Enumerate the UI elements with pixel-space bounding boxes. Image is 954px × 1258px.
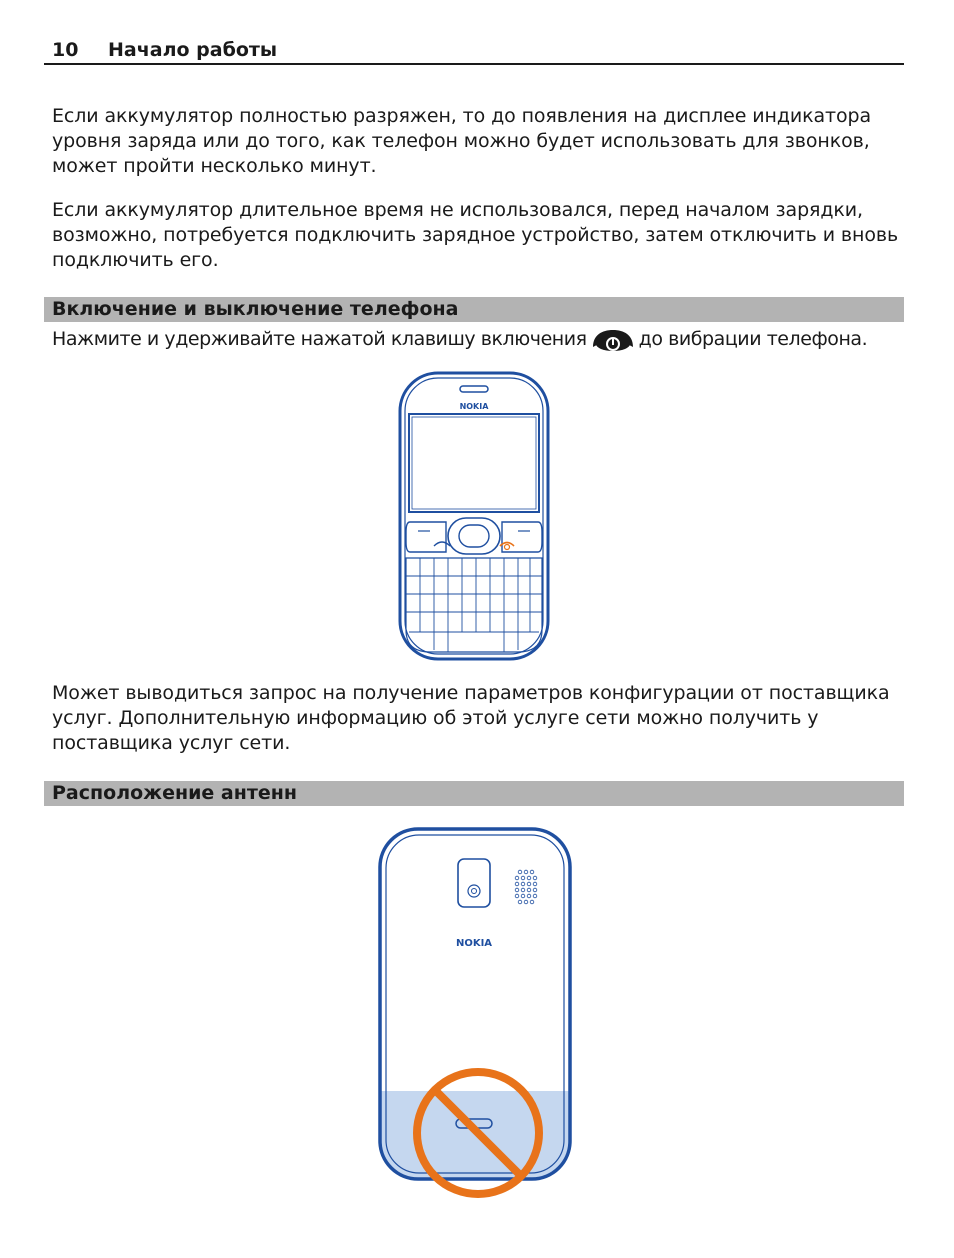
antenna-section-heading-bar <box>44 781 904 806</box>
page-number: 10 <box>52 39 79 61</box>
battery-unused-paragraph: Если аккумулятор длительное время не использовался, перед началом зарядки, возможно, потребуется подключить зарядное устройство, затем отключить и вновь подключить его. <box>52 199 899 271</box>
instruction-text-before: Нажмите и удерживайте нажатой клавишу включения <box>52 328 587 350</box>
power-section-heading: Включение и выключение телефона <box>52 298 459 320</box>
power-instruction <box>52 327 922 358</box>
phone-front-illustration <box>396 370 552 662</box>
front-brand-logo: NOKIA <box>459 402 489 411</box>
page-header <box>44 38 904 65</box>
configuration-paragraph: Может выводиться запрос на получение параметров конфигурации от поставщика услуг. Дополнительную информацию об этой услуге сети можно получить у поставщика услуг сети. <box>52 682 890 754</box>
phone-back-illustration <box>370 824 576 1204</box>
power-section-heading-bar <box>44 297 904 322</box>
power-key-icon <box>590 327 636 358</box>
battery-empty-paragraph: Если аккумулятор полностью разряжен, то до появления на дисплее индикатора уровня заряда или до того, как телефон можно будет использовать для звонков, может пройти несколько минут. <box>52 105 872 177</box>
running-section-title: Начало работы <box>108 39 278 61</box>
back-brand-logo: NOKIA <box>455 938 493 949</box>
antenna-section-heading: Расположение антенн <box>52 782 297 804</box>
instruction-text-after: до вибрации телефона. <box>638 328 868 350</box>
